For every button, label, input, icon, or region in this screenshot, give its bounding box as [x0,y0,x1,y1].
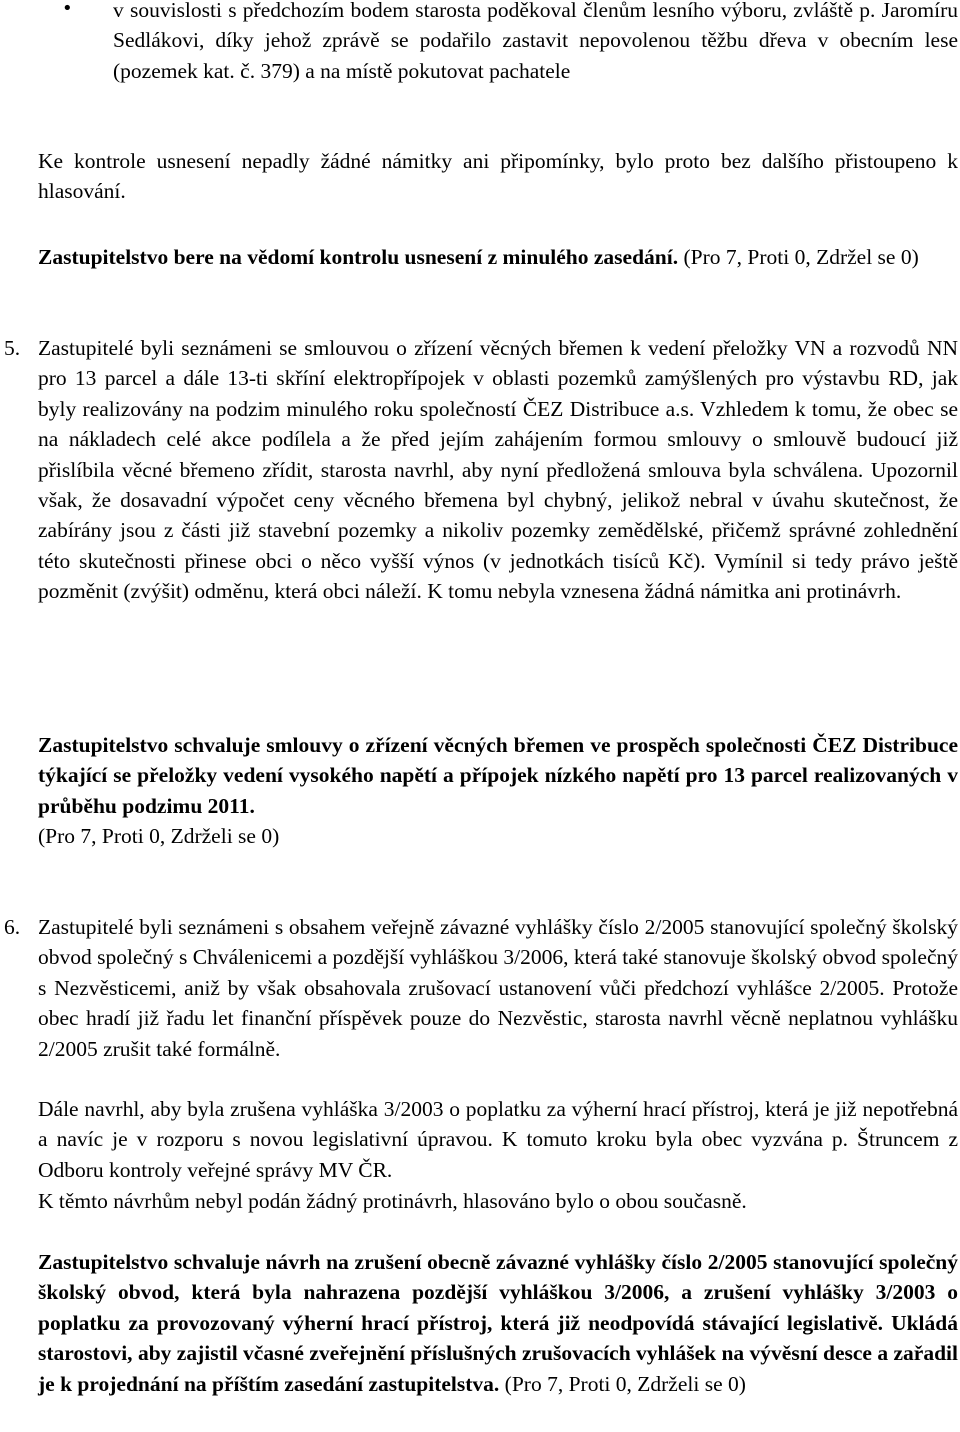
control-note: Ke kontrole usnesení nepadly žádné námitky ani připomínky, bylo proto bez dalšího přistoupeno k hlasování. [38,149,958,204]
item-6-paragraph-3: K těmto návrhům nebyl podán žádný protinávrh, hlasováno bylo o obou současně. [38,1189,747,1213]
item-5-text: Zastupitelé byli seznámeni se smlouvou o zřízení věcných břemen k vedení přeložky VN a rozvodů NN pro 13 parcel a dále 13-ti skříní elektropřípojek v oblasti pozemků zamýšlených pro výstavbu RD, jak byly realizovány na podzim minulého roku společností ČEZ Distribuce a.s. Vzhledem k tomu, že obec se na nákladech celé akce podílela a že před jejím zahájením formou smlouvy o smlouvě budoucí již přislíbila věcné břemeno zřídit, starosta navrhl, aby nyní předložená smlouva byla schválena. Upozornil však, že dosavadní výpočet ceny věcného břemena byl chybný, jelikož nebral v úvahu skutečnost, že zabírány jsou z části již stavební pozemky a nikoliv pozemky zemědělské, přičemž správné zohlednění této skutečnosti přinese obci o něco vyšší výnos (v jednotkách tisíců Kč). Vymínil si tedy právo ještě pozměnit (zvýšit) odměnu, která obci náleží. K tomu nebyla vznesena žádná námitka ani protinávrh. [38,336,958,604]
bullet-icon: • [62,0,73,19]
resolution-5 [38,730,958,852]
resolution-5-vote: (Pro 7, Proti 0, Zdrželi se 0) [38,824,280,849]
bullet-text: v souvislosti s předchozím bodem starosta poděkoval členům lesního výboru, zvláště p. Jaromíru Sedlákovi, díky jehož zprávě se podařilo zastavit nepovolenou těžbu dřeva v obecním lese (pozemek kat. č. 379) a na místě pokutovat pachatele [113,0,958,83]
item-6-paragraph-1: Zastupitelé byli seznámeni s obsahem veřejně závazné vyhlášky číslo 2/2005 stanovující společný školský obvod společný s Chválenicemi a pozdější vyhláškou 3/2006, která také stanovuje školský obvod společný s Nezvěsticemi, aniž by však obsahovala zrušovací ustanovení vůči předchozí vyhlášce 2/2005. Protože obec hradí již řadu let finanční příspěvek pouze do Nezvěstic, starosta navrhl věcně neplatnou vyhlášku 2/2005 zrušit také formálně. [38,915,958,1061]
resolution-4 [38,242,958,272]
resolution-6-text: Zastupitelstvo schvaluje návrh na zrušení obecně závazné vyhlášky číslo 2/2005 stanovující společný školský obvod, která byla nahrazena pozdější vyhláškou 3/2006, a zrušení vyhlášky 3/2003 o poplatku za provozovaný výherní hrací přístroj, která již neodpovídá stávající legislativě. Ukládá starostovi, aby zajistil včasné zveřejnění příslušných zrušovacích vyhlášek na vývěsní desce a zařadil je k projednání na příštím zasedání zastupitelstva. [38,1250,958,1396]
item-5-number: 5. [4,336,21,360]
resolution-4-vote: (Pro 7, Proti 0, Zdržel se 0) [678,245,919,269]
resolution-5-text: Zastupitelstvo schvaluje smlouvy o zřízení věcných břemen ve prospěch společnosti ČEZ Distribuce týkající se přeložky vedení vysokého napětí a přípojek nízkého napětí pro 13 parcel realizovaných v průběhu podzimu 2011. [38,733,958,818]
resolution-6 [38,1247,958,1399]
resolution-6-vote: (Pro 7, Proti 0, Zdrželi se 0) [499,1371,746,1396]
resolution-4-text: Zastupitelstvo bere na vědomí kontrolu usnesení z minulého zasedání. [38,245,679,269]
item-6-number: 6. [4,915,21,939]
item-6-paragraph-2: Dále navrhl, aby byla zrušena vyhláška 3/2003 o poplatku za výherní hrací přístroj, která je již nepotřebná a navíc je v rozporu s novou legislativní úpravou. K tomuto kroku byla obec vyzvána p. Štruncem z Odboru kontroly veřejné správy MV ČR. [38,1097,958,1182]
